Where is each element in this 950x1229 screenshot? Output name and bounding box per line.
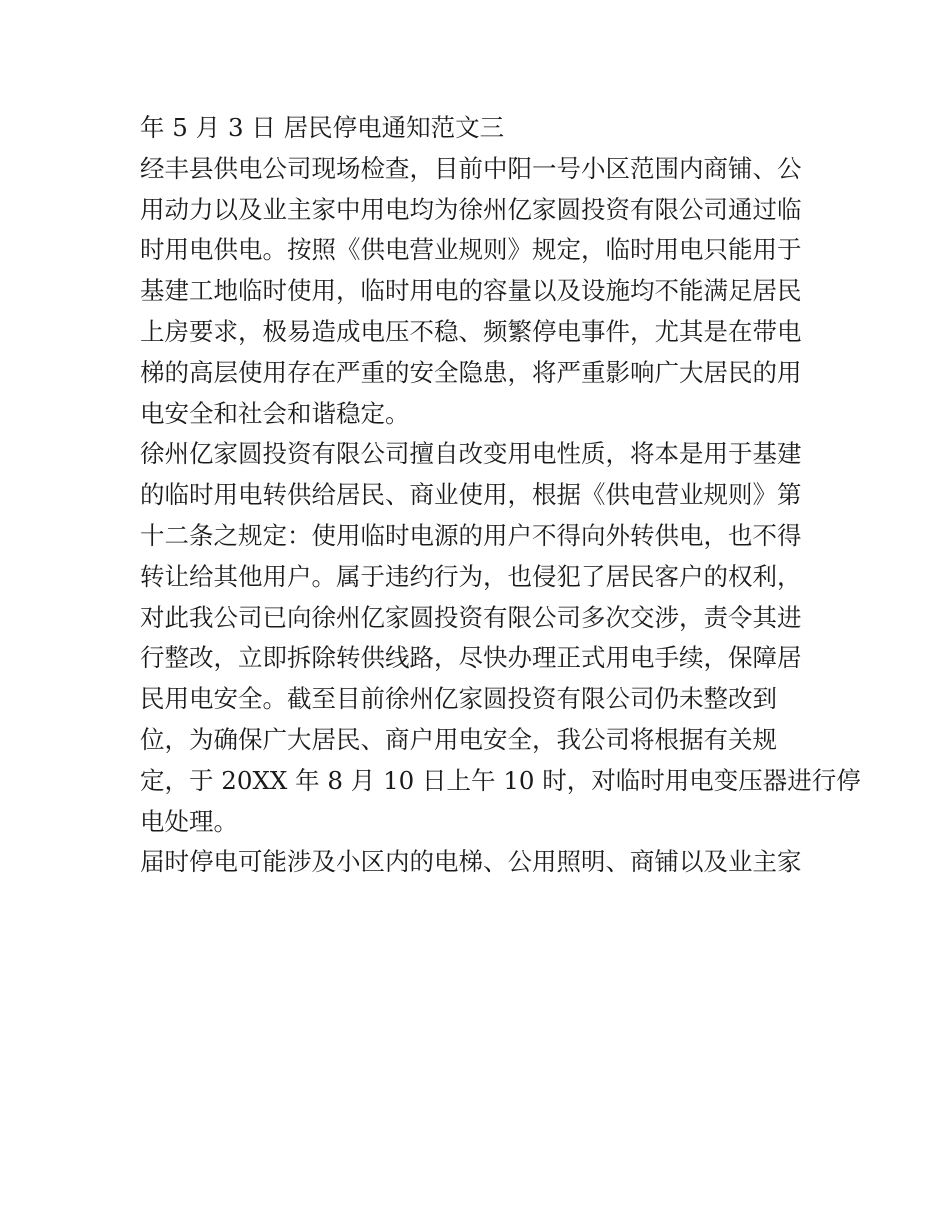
heading-line: 年 5 月 3 日 居民停电通知范文三	[140, 113, 505, 142]
text-line: 经丰县供电公司现场检查，目前中阳一号小区范围内商铺、公	[140, 153, 802, 183]
text-line: 位，为确保广大居民、商户用电安全，我公司将根据有关规	[140, 724, 777, 754]
text-line: 届时停电可能涉及小区内的电梯、公用照明、商铺以及业主家	[140, 847, 802, 877]
text-line: 转让给其他用户。属于违约行为，也侵犯了居民客户的权利，	[140, 561, 802, 591]
text-line: 电处理。	[140, 806, 238, 836]
text-line: 用动力以及业主家中用电均为徐州亿家圆投资有限公司通过临	[140, 194, 802, 224]
text-line: 上房要求，极易造成电压不稳、频繁停电事件，尤其是在带电	[140, 316, 802, 346]
text-line: 定，于 20XX 年 8 月 10 日上午 10 时，对临时用电变压器进行停	[140, 765, 861, 795]
text-line: 民用电安全。截至目前徐州亿家圆投资有限公司仍未整改到	[140, 684, 777, 714]
text-line: 行整改，立即拆除转供线路，尽快办理正式用电手续，保障居	[140, 643, 802, 673]
text-line: 的临时用电转供给居民、商业使用，根据《供电营业规则》第	[140, 480, 802, 510]
text-line: 梯的高层使用存在严重的安全隐患，将严重影响广大居民的用	[140, 357, 802, 387]
text-line: 徐州亿家圆投资有限公司擅自改变用电性质，将本是用于基建	[140, 439, 802, 469]
text-line: 对此我公司已向徐州亿家圆投资有限公司多次交涉，责令其进	[140, 602, 802, 632]
document-body	[140, 108, 861, 883]
text-line: 基建工地临时使用，临时用电的容量以及设施均不能满足居民	[140, 276, 802, 306]
text-line: 十二条之规定：使用临时电源的用户不得向外转供电，也不得	[140, 520, 802, 550]
text-line: 电安全和社会和谐稳定。	[140, 398, 410, 428]
text-line: 时用电供电。按照《供电营业规则》规定，临时用电只能用于	[140, 235, 802, 265]
